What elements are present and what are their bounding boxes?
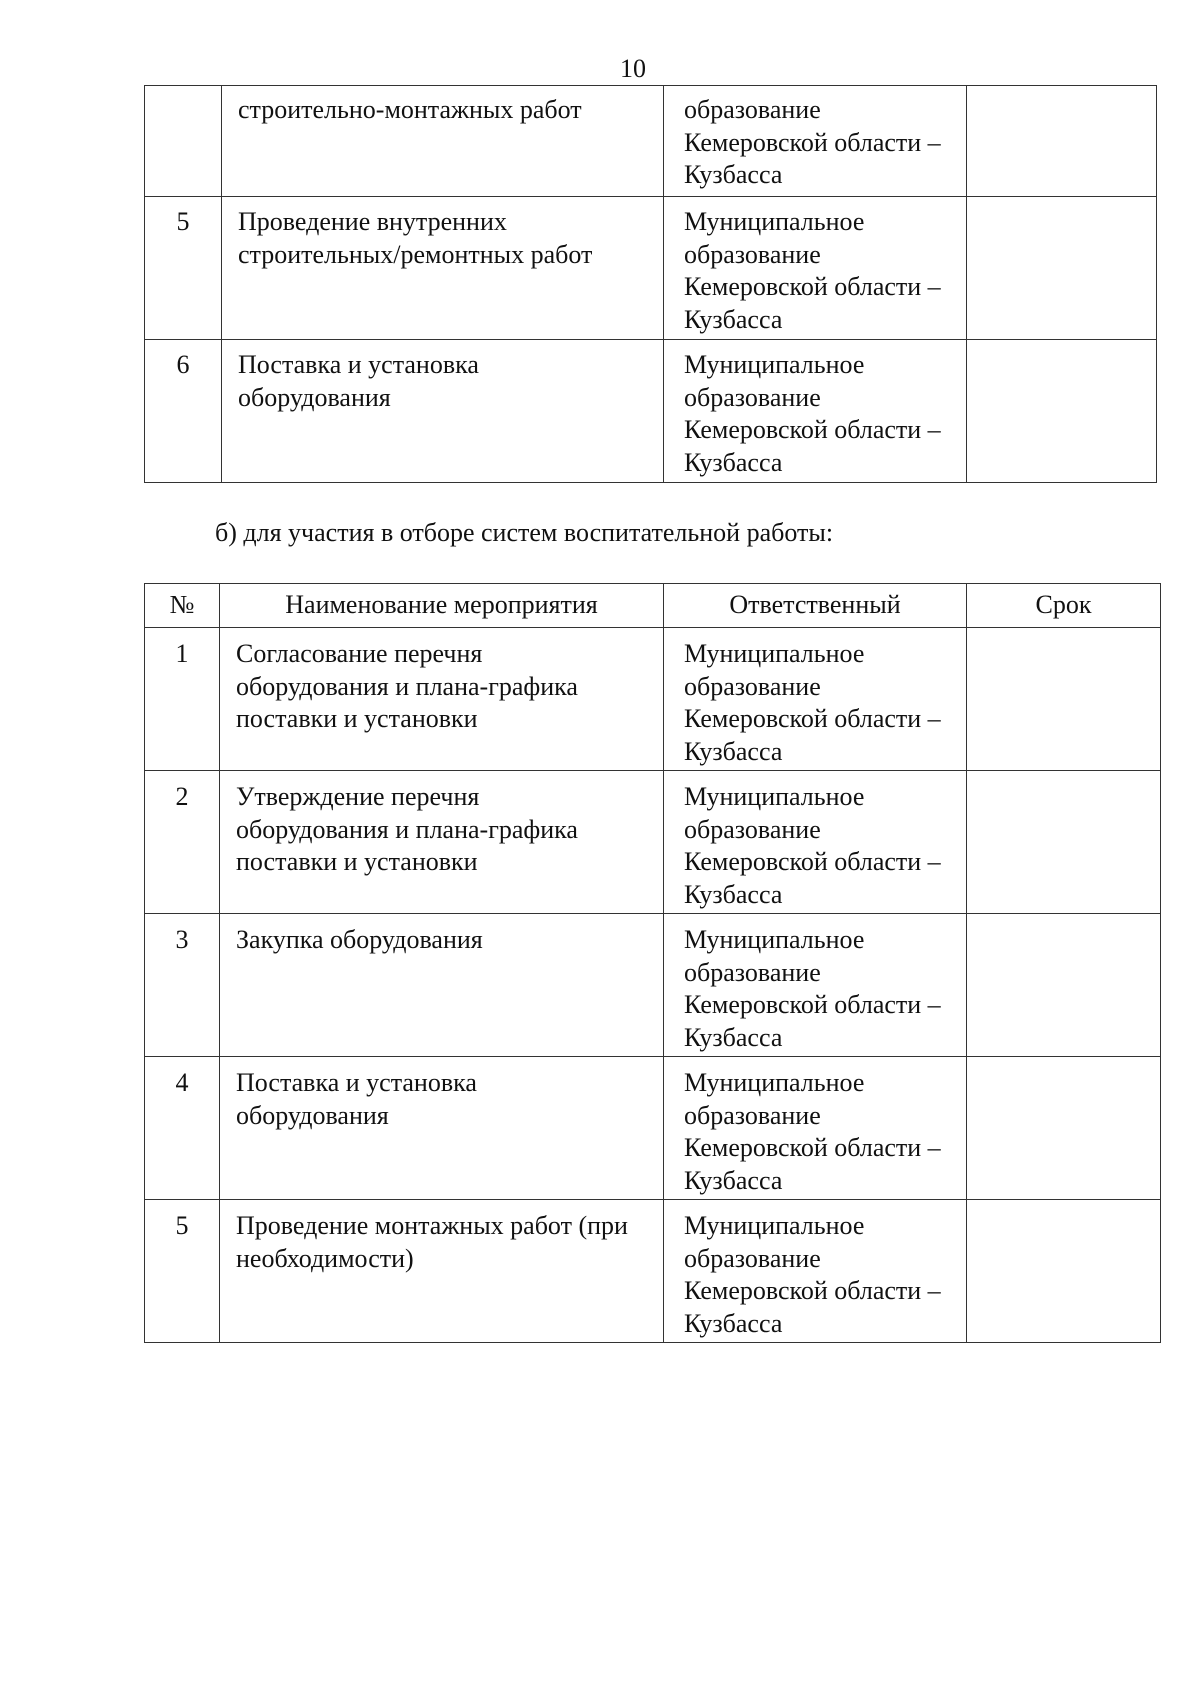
deadline-cell [967, 771, 1161, 914]
row-number: 4 [145, 1057, 220, 1200]
events-table-continued-body [145, 86, 1157, 483]
responsible-line: Муниципальное [684, 207, 865, 236]
responsible-cell [664, 1200, 967, 1343]
event-line: Утверждение перечня [236, 782, 480, 811]
deadline-cell [967, 340, 1157, 483]
responsible-line: Кузбасса [684, 737, 783, 767]
responsible-cell [664, 628, 967, 771]
table-row [145, 1057, 1161, 1200]
events-table-continued [144, 85, 1157, 483]
event-line: строительно-монтажных работ [238, 95, 582, 124]
responsible-line: образование [684, 239, 821, 269]
page-number: 10 [620, 54, 646, 83]
responsible-cell [664, 771, 967, 914]
header-num: № [145, 584, 220, 628]
responsible-line: Кузбасса [684, 880, 783, 910]
deadline-cell [967, 1200, 1161, 1343]
event-cell [222, 86, 664, 197]
event-line: Согласование перечня [236, 639, 483, 668]
responsible-line: образование [684, 957, 821, 987]
row-number: 1 [145, 628, 220, 771]
responsible-line: образование [684, 1243, 821, 1273]
responsible-line: Кузбасса [684, 160, 783, 190]
responsible-line: Кемеровской области – [684, 415, 941, 445]
responsible-line: Муниципальное [684, 782, 865, 811]
responsible-line: Кемеровской области – [684, 272, 941, 302]
responsible-line: образование [684, 382, 821, 412]
responsible-line: Муниципальное [684, 639, 865, 668]
responsible-line: Кузбасса [684, 1309, 783, 1339]
responsible-line: Кузбасса [684, 305, 783, 335]
event-cell [222, 340, 664, 483]
row-number [145, 86, 222, 197]
deadline-cell [967, 86, 1157, 197]
event-line: Закупка оборудования [236, 925, 483, 954]
header-deadline: Срок [967, 584, 1161, 628]
responsible-line: Муниципальное [684, 925, 865, 954]
responsible-line: Кемеровской области – [684, 1276, 941, 1306]
responsible-line: Муниципальное [684, 1211, 865, 1240]
event-line: необходимости) [236, 1243, 414, 1273]
event-line: оборудования и плана-графика [236, 814, 578, 844]
row-number: 2 [145, 771, 220, 914]
row-number: 6 [145, 340, 222, 483]
event-cell [220, 1057, 664, 1200]
section-b-heading: б) для участия в отборе систем воспитательной работы: [215, 518, 834, 547]
table-row [145, 340, 1157, 483]
deadline-cell [967, 197, 1157, 340]
table-row [145, 771, 1161, 914]
responsible-line: Кемеровской области – [684, 704, 941, 734]
event-cell [220, 1200, 664, 1343]
deadline-cell [967, 914, 1161, 1057]
responsible-cell [664, 197, 967, 340]
header-event: Наименование мероприятия [220, 584, 664, 628]
table-row [145, 86, 1157, 197]
events-table-systems-body [145, 628, 1161, 1343]
responsible-line: Кузбасса [684, 1023, 783, 1053]
table-row [145, 1200, 1161, 1343]
event-cell [222, 197, 664, 340]
responsible-line: Кузбасса [684, 448, 783, 478]
responsible-line: образование [684, 95, 821, 124]
deadline-cell [967, 1057, 1161, 1200]
event-line: оборудования и плана-графика [236, 671, 578, 701]
event-line: оборудования [238, 382, 391, 412]
event-line: оборудования [236, 1100, 389, 1130]
deadline-cell [967, 628, 1161, 771]
table-row [145, 914, 1161, 1057]
responsible-line: Кемеровской области – [684, 990, 941, 1020]
event-cell [220, 771, 664, 914]
responsible-cell [664, 340, 967, 483]
event-line: строительных/ремонтных работ [238, 239, 593, 269]
responsible-line: образование [684, 814, 821, 844]
responsible-line: образование [684, 671, 821, 701]
responsible-line: Кузбасса [684, 1166, 783, 1196]
responsible-line: Муниципальное [684, 350, 865, 379]
responsible-cell [664, 86, 967, 197]
table-row [145, 197, 1157, 340]
responsible-line: Кемеровской области – [684, 127, 941, 157]
responsible-cell [664, 1057, 967, 1200]
responsible-line: Кемеровской области – [684, 1133, 941, 1163]
event-line: Проведение внутренних [238, 207, 507, 236]
event-line: поставки и установки [236, 847, 478, 877]
event-line: поставки и установки [236, 704, 478, 734]
responsible-line: Муниципальное [684, 1068, 865, 1097]
events-table-systems [144, 583, 1161, 1343]
table-row [145, 628, 1161, 771]
event-cell [220, 914, 664, 1057]
event-line: Проведение монтажных работ (при [236, 1211, 628, 1240]
row-number: 3 [145, 914, 220, 1057]
responsible-line: образование [684, 1100, 821, 1130]
responsible-cell [664, 914, 967, 1057]
row-number: 5 [145, 1200, 220, 1343]
event-line: Поставка и установка [238, 350, 479, 379]
table-header-row [145, 584, 1161, 628]
responsible-line: Кемеровской области – [684, 847, 941, 877]
event-cell [220, 628, 664, 771]
row-number: 5 [145, 197, 222, 340]
header-responsible: Ответственный [664, 584, 967, 628]
event-line: Поставка и установка [236, 1068, 477, 1097]
